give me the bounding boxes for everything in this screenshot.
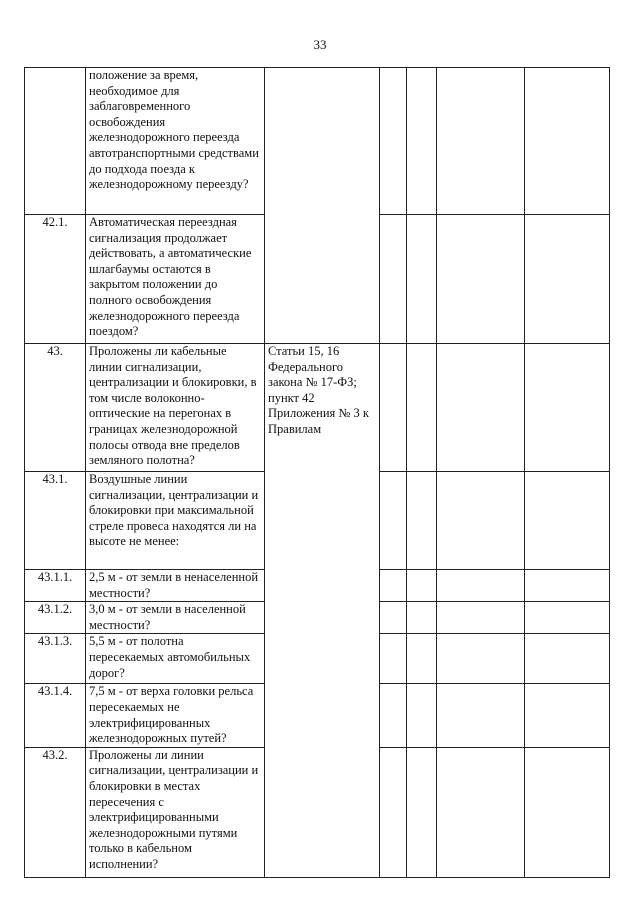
answer-no-cell[interactable]: [407, 634, 437, 684]
note-cell[interactable]: [525, 602, 610, 634]
note-cell[interactable]: [525, 215, 610, 344]
requirement-text: положение за время, необходимое для заблаговременного освобождения железнодорожного переезда автотранспортными средствами до подхода поезда к железнодорожному переезду?: [86, 68, 265, 215]
answer-yes-cell[interactable]: [380, 68, 407, 215]
item-number: 42.1.: [25, 215, 86, 344]
requirement-text: Автоматическая переездная сигнализация продолжает действовать, а автоматические шлагбаумы остаются в закрытом положении до полного освобождения железнодорожного переезда поездом?: [86, 215, 265, 344]
answer-no-cell[interactable]: [407, 68, 437, 215]
note-cell[interactable]: [525, 472, 610, 570]
requirement-text: Воздушные линии сигнализации, централизации и блокировки при максимальной стреле провеса находятся ли на высоте не менее:: [86, 472, 265, 570]
answer-no-cell[interactable]: [407, 602, 437, 634]
answer-no-cell[interactable]: [407, 570, 437, 602]
page-number: 33: [313, 37, 327, 52]
answer-yes-cell[interactable]: [380, 215, 407, 344]
answer-not-applicable-cell[interactable]: [437, 634, 525, 684]
answer-no-cell[interactable]: [407, 472, 437, 570]
table-row: [25, 68, 610, 215]
item-number: 43.1.3.: [25, 634, 86, 684]
answer-not-applicable-cell[interactable]: [437, 747, 525, 877]
item-number: 43.2.: [25, 747, 86, 877]
checklist-table: [24, 67, 610, 878]
answer-yes-cell[interactable]: [380, 472, 407, 570]
answer-not-applicable-cell[interactable]: [437, 602, 525, 634]
note-cell[interactable]: [525, 684, 610, 747]
answer-yes-cell[interactable]: [380, 602, 407, 634]
requirement-text: 2,5 м - от земли в ненаселенной местности?: [86, 570, 265, 602]
answer-yes-cell[interactable]: [380, 344, 407, 472]
item-number: 43.1.1.: [25, 570, 86, 602]
item-number: 43.1.: [25, 472, 86, 570]
item-number: 43.1.2.: [25, 602, 86, 634]
answer-not-applicable-cell[interactable]: [437, 68, 525, 215]
item-number: 43.1.4.: [25, 684, 86, 747]
answer-not-applicable-cell[interactable]: [437, 684, 525, 747]
answer-yes-cell[interactable]: [380, 634, 407, 684]
requirement-text: 5,5 м - от полотна пересекаемых автомобильных дорог?: [86, 634, 265, 684]
note-cell[interactable]: [525, 570, 610, 602]
note-cell[interactable]: [525, 634, 610, 684]
requirement-text: Проложены ли кабельные линии сигнализации, централизации и блокировки, в том числе волоконно-оптические на перегонах в границах железнодорожной полосы отвода вне пределов земляного полотна?: [86, 344, 265, 472]
answer-no-cell[interactable]: [407, 684, 437, 747]
requirement-text: Проложены ли линии сигнализации, централизации и блокировки в местах пересечения с электрифицированными железнодорожными путями только в кабельном исполнении?: [86, 747, 265, 877]
note-cell[interactable]: [525, 747, 610, 877]
answer-not-applicable-cell[interactable]: [437, 215, 525, 344]
note-cell[interactable]: [525, 344, 610, 472]
requirement-text: 3,0 м - от земли в населенной местности?: [86, 602, 265, 634]
answer-yes-cell[interactable]: [380, 684, 407, 747]
requirement-text: 7,5 м - от верха головки рельса пересекаемых не электрифицированных железнодорожных путей?: [86, 684, 265, 747]
answer-no-cell[interactable]: [407, 344, 437, 472]
answer-yes-cell[interactable]: [380, 747, 407, 877]
note-cell[interactable]: [525, 68, 610, 215]
answer-no-cell[interactable]: [407, 215, 437, 344]
answer-no-cell[interactable]: [407, 747, 437, 877]
legal-reference-cell: [265, 68, 380, 344]
answer-yes-cell[interactable]: [380, 570, 407, 602]
answer-not-applicable-cell[interactable]: [437, 472, 525, 570]
answer-not-applicable-cell[interactable]: [437, 570, 525, 602]
answer-not-applicable-cell[interactable]: [437, 344, 525, 472]
item-number: [25, 68, 86, 215]
table-row: [25, 344, 610, 472]
item-number: 43.: [25, 344, 86, 472]
legal-reference-cell: Статьи 15, 16 Федерального закона № 17-ФЗ; пункт 42 Приложения № 3 к Правилам: [265, 344, 380, 878]
